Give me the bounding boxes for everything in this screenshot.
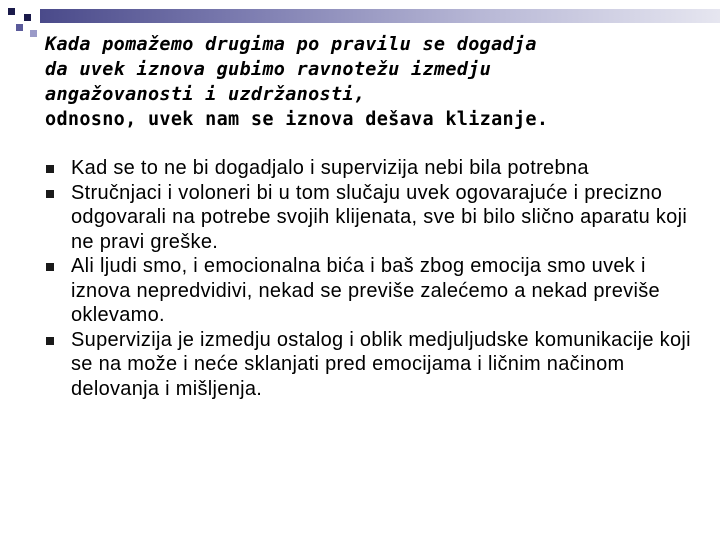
decor-square-2 — [24, 14, 31, 21]
header-band — [40, 9, 720, 23]
list-item — [46, 156, 696, 181]
bullet-text: Kad se to ne bi dogadjalo i supervizija nebi bila potrebna — [71, 157, 589, 179]
title-line: angažovanosti i uzdržanosti, — [45, 84, 366, 105]
bullet-list — [46, 156, 696, 401]
decor-square-1 — [8, 8, 15, 15]
bullet-text: Supervizija je izmedju ostalog i oblik medjuljudske komunikacije koji se na može i neće sklanjati pred emocijama i ličnim načinom delovanja i mišljenja. — [71, 328, 691, 400]
title-line: Kada pomažemo drugima po pravilu se dogadja — [45, 34, 537, 55]
list-item — [46, 181, 696, 255]
list-item — [46, 254, 696, 328]
square-bullet-icon — [46, 263, 54, 271]
title-line: da uvek iznova gubimo ravnotežu izmedju — [45, 59, 492, 80]
list-item — [46, 328, 696, 402]
bullet-text: Stručnjaci i voloneri bi u tom slučaju uvek ogovarajuće i precizno odgovarali na potrebe svojih klijenata, sve bi bilo slično aparatu koji ne pravi greške. — [71, 181, 688, 253]
slide-title — [45, 32, 705, 132]
decor-square-3 — [16, 24, 23, 31]
square-bullet-icon — [46, 165, 54, 173]
title-line: odnosno, uvek nam se iznova dešava klizanje. — [45, 109, 549, 130]
square-bullet-icon — [46, 337, 54, 345]
bullet-text: Ali ljudi smo, i emocionalna bića i baš zbog emocija smo uvek i iznova nepredvidivi, nekad se previše zalećemo a nekad previše oklevamo. — [71, 255, 660, 326]
square-bullet-icon — [46, 190, 54, 198]
decor-square-4 — [30, 30, 37, 37]
